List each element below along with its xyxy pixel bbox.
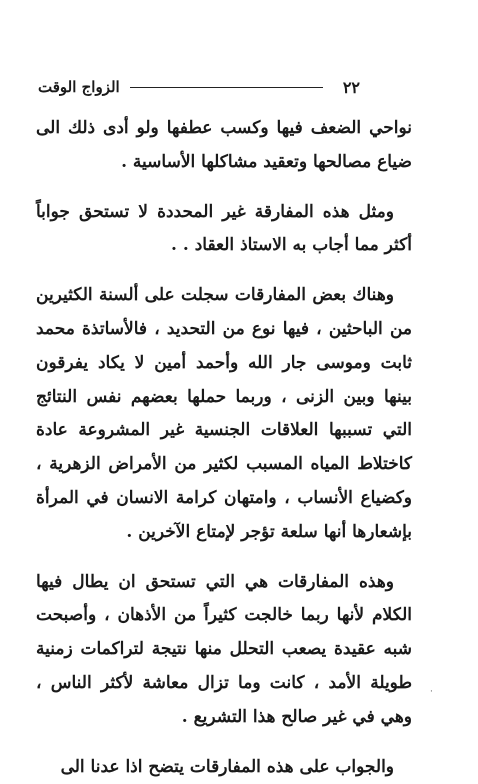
body-text	[36, 112, 412, 784]
header-rule	[130, 87, 323, 88]
page-header	[38, 76, 360, 98]
paragraph-4: وهذه المفارقات هي التي تستحق ان يطال فيها الكلام لأنها ربما خالجت كثيراً من الأذهان ، وأصبحت شبه عقيدة يصعب التحلل منها نتيجة لتراكمات زمنية طويلة الأمد ، كانت وما تزال معاشة لأكثر الناس ، وهي في غير صالح هذا التشريع .	[36, 571, 412, 727]
page-number: ٢٢	[342, 77, 360, 97]
paragraph-1: نواحي الضعف فيها وكسب عطفها ولو أدى ذلك الى ضياع مصالحها وتعقيد مشاكلها الأساسية .	[36, 118, 412, 172]
running-title: الزواج الوقت	[38, 78, 120, 96]
stray-mark: ·	[430, 687, 433, 697]
paragraph-2: ومثل هذه المفارقة غير المحددة لا تستحق جواباً أكثر مما أجاب به الاستاذ العقاد . .	[36, 201, 412, 256]
paragraph-3: وهناك بعض المفارقات سجلت على ألسنة الكثيرين من الباحثين ، فيها نوع من التحديد ، فالأساتذة محمد ثابت وموسى جار الله وأحمد أمين لا يكاد يفرقون بينها وبين الزنى ، وربما حملها بعضهم نفس النتائج التي تسببها العلاقات الجنسية غير المشروعة عادة كاختلاط المياه المسبب لكثير من الأمراض الزهرية ، وكضياع الأنساب ، وامتهان كرامة الانسان في المرأة بإشعارها أنها سلعة تؤجر لإمتاع الآخرين .	[36, 285, 412, 542]
paragraph-5: والجواب على هذه المفارقات يتضح اذا عدنا الى	[60, 756, 394, 777]
